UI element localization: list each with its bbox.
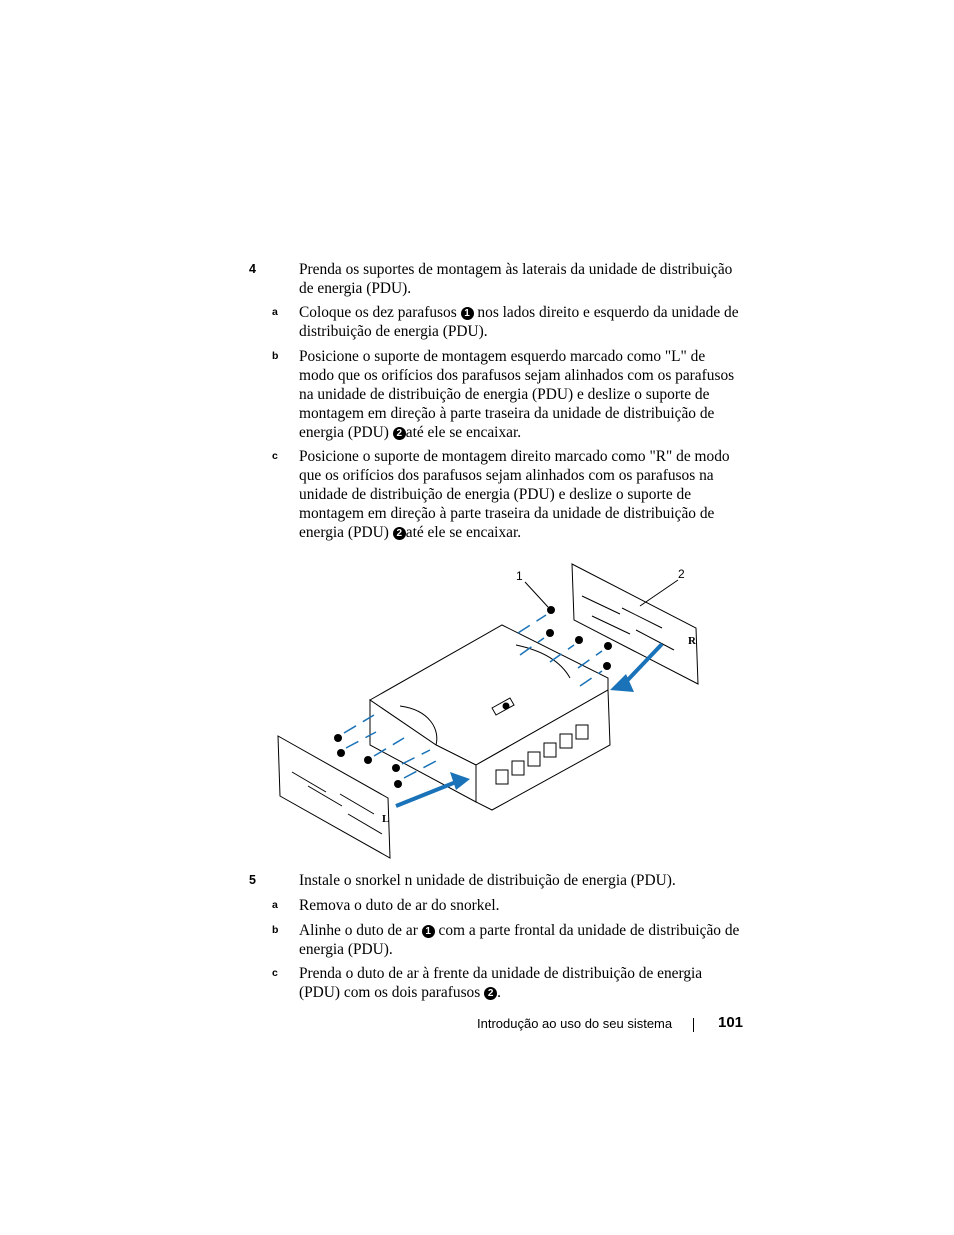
substep-letter: c bbox=[272, 967, 278, 979]
right-mounting-bracket bbox=[572, 564, 698, 684]
substep-letter: b bbox=[272, 350, 279, 362]
substep-text: Prenda o duto de ar à frente da unidade de distribuição de energia (PDU) com os dois parafusos 2 . bbox=[299, 965, 703, 1001]
step-number: 4 bbox=[249, 262, 256, 276]
bracket-l-label: L bbox=[382, 813, 390, 825]
callout-2-label: 2 bbox=[678, 567, 685, 581]
substep-letter: a bbox=[272, 899, 278, 911]
left-mounting-bracket bbox=[278, 736, 390, 858]
substep-text: Coloque os dez parafusos 1 nos lados direito e esquerdo da unidade de distribuição de energia (PDU). bbox=[299, 304, 739, 340]
substep-text: Posicione o suporte de montagem esquerdo marcado como "L" de modo que os orifícios dos parafusos sejam alinhados com os parafusos na unidade de distribuição de energia (PDU) e deslize o suporte de montagem em direção à parte traseira da unidade de distribuição de energia (PDU) 2 até ele se encaixar. bbox=[299, 348, 735, 441]
substep-text: Posicione o suporte de montagem direito marcado como "R" de modo que os orifícios dos parafusos sejam alinhados com os parafusos na unidade de distribuição de energia (PDU) e deslize o suporte de montagem em direção à parte traseira da unidade de distribuição de energia (PDU) 2 até ele se encaixar. bbox=[299, 448, 730, 541]
substep-letter: a bbox=[272, 306, 278, 318]
substep-text: Alinhe o duto de ar 1 com a parte frontal da unidade de distribuição de energia (PDU). bbox=[299, 922, 740, 958]
pdu-diagram bbox=[270, 560, 710, 865]
callout-1-label: 1 bbox=[516, 569, 523, 583]
substep-text: Remova o duto de ar do snorkel. bbox=[299, 897, 500, 914]
substep-letter: c bbox=[272, 450, 278, 462]
step-text: Prenda os suportes de montagem às laterais da unidade de distribuição de energia (PDU). bbox=[299, 261, 733, 297]
callout-1-icon: 1 bbox=[461, 307, 474, 320]
callout-2-icon: 2 bbox=[393, 527, 406, 540]
page-number: 101 bbox=[718, 1014, 744, 1031]
callout-2-icon: 2 bbox=[393, 427, 406, 440]
footer-section-title: Introdução ao uso do seu sistema bbox=[477, 1016, 673, 1031]
left-bracket-arrow bbox=[396, 782, 456, 806]
step-text: Instale o snorkel n unidade de distribuição de energia (PDU). bbox=[299, 872, 676, 889]
callout-1-icon: 1 bbox=[422, 925, 435, 938]
pdu-bracket-illustration bbox=[270, 560, 710, 865]
callout-2-icon: 2 bbox=[484, 987, 497, 1000]
footer-divider bbox=[693, 1018, 694, 1032]
bracket-r-label: R bbox=[688, 635, 696, 647]
substep-letter: b bbox=[272, 924, 279, 936]
step-number: 5 bbox=[249, 873, 256, 887]
